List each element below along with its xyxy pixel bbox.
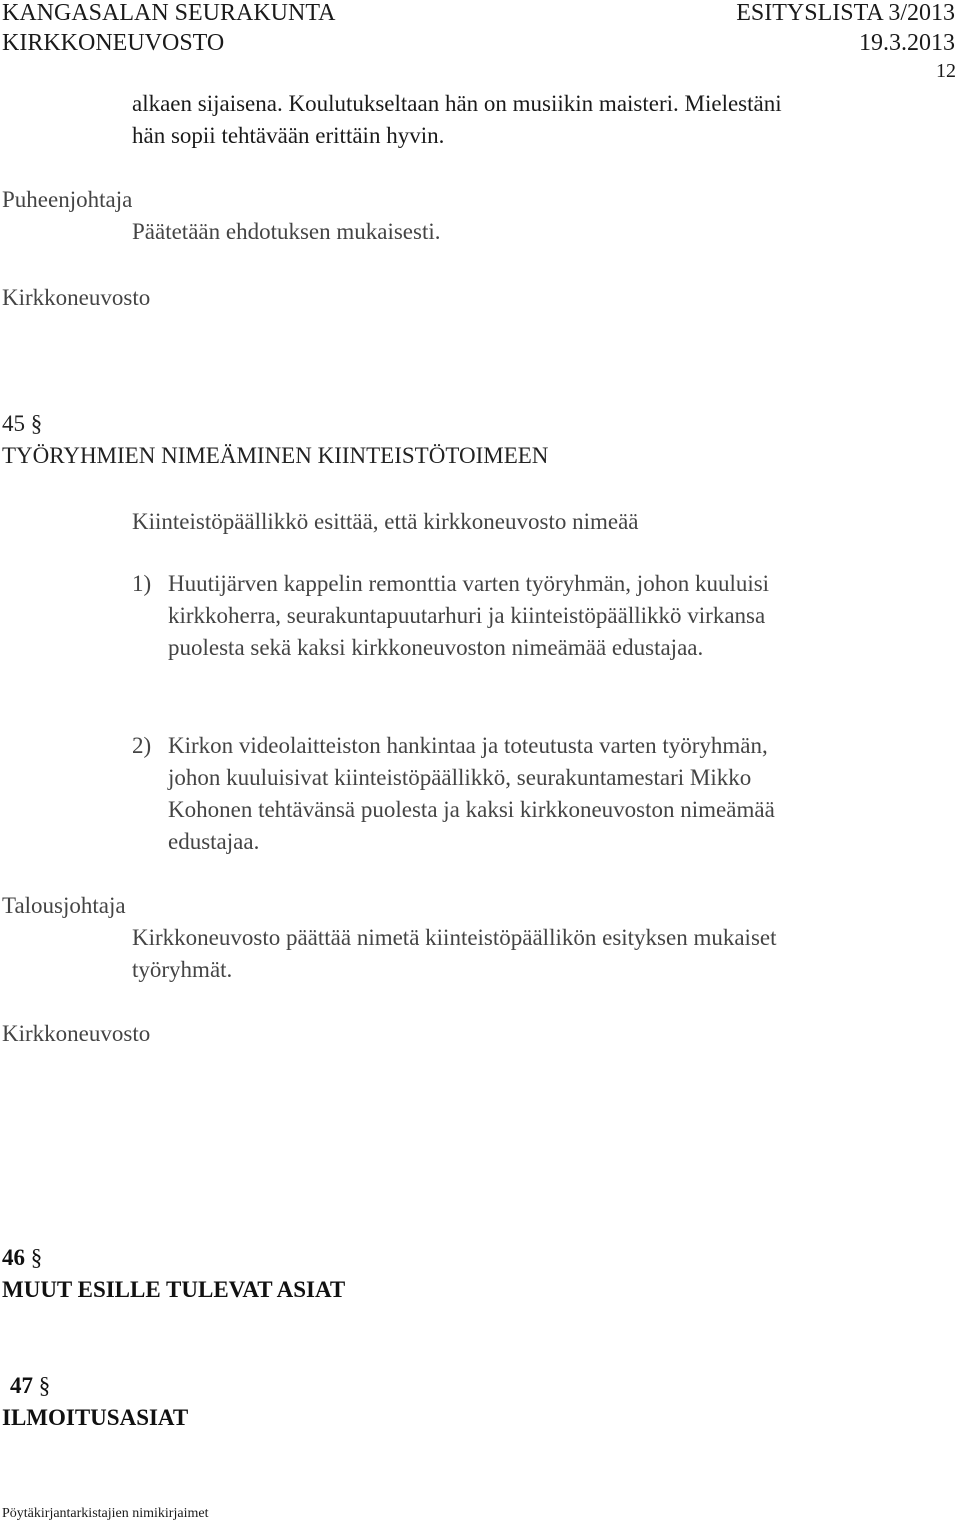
chair-label: Puheenjohtaja xyxy=(2,187,133,212)
item45-heading-number xyxy=(2,408,42,440)
header-doc: ESITYSLISTA 3/2013 xyxy=(736,0,955,26)
header-org: KANGASALAN SEURAKUNTA xyxy=(2,0,336,26)
item47-title: ILMOITUSASIAT xyxy=(2,1405,189,1430)
finance-line-2: työryhmät. xyxy=(132,957,233,982)
list-item-line: kirkkoherra, seurakuntapuutarhuri ja kiinteistöpäällikkö virkansa xyxy=(168,603,766,628)
section-symbol-icon: § xyxy=(30,411,43,436)
item45-title: TYÖRYHMIEN NIMEÄMINEN KIINTEISTÖTOIMEEN xyxy=(2,443,549,468)
board-label-1: Kirkkoneuvosto xyxy=(2,285,151,310)
list-item-line: puolesta sekä kaksi kirkkoneuvoston nimeämää edustajaa. xyxy=(168,635,704,660)
item46-number: 46 xyxy=(2,1245,25,1270)
list-item-line: Kohonen tehtävänsä puolesta ja kaksi kirkkoneuvoston nimeämää xyxy=(168,797,775,822)
section-symbol-icon: § xyxy=(30,1245,43,1270)
item45-intro: Kiinteistöpäällikkö esittää, että kirkkoneuvosto nimeää xyxy=(132,509,639,534)
footer-text: Pöytäkirjantarkistajien nimikirjaimet xyxy=(2,1506,209,1521)
list-item-line: Kirkon videolaitteiston hankintaa ja toteutusta varten työryhmän, xyxy=(168,733,768,758)
list-item-line: Huutijärven kappelin remonttia varten työryhmän, johon kuuluisi xyxy=(168,571,770,596)
chair-text: Päätetään ehdotuksen mukaisesti. xyxy=(132,219,441,244)
header-date: 19.3.2013 xyxy=(859,30,955,56)
item45-number: 45 xyxy=(2,411,25,436)
list-item xyxy=(132,730,932,860)
item46-heading-number xyxy=(2,1242,42,1274)
section-symbol-icon: § xyxy=(38,1373,51,1398)
header-body-name: KIRKKONEUVOSTO xyxy=(2,30,225,56)
list-item-line: edustajaa. xyxy=(168,829,260,854)
continuation-line-1: alkaen sijaisena. Koulutukseltaan hän on musiikin maisteri. Mielestäni xyxy=(132,91,782,116)
finance-label: Talousjohtaja xyxy=(2,893,126,918)
item46-title: MUUT ESILLE TULEVAT ASIAT xyxy=(2,1277,346,1302)
item47-heading-number xyxy=(10,1370,50,1402)
continuation-line-2: hän sopii tehtävään erittäin hyvin. xyxy=(132,123,445,148)
list-item-number: 2) xyxy=(132,733,152,758)
page-number: 12 xyxy=(936,60,956,82)
list-item-number: 1) xyxy=(132,571,152,596)
board-label-2: Kirkkoneuvosto xyxy=(2,1021,151,1046)
list-item-line: johon kuuluisivat kiinteistöpäällikkö, seurakuntamestari Mikko xyxy=(168,765,752,790)
finance-line-1: Kirkkoneuvosto päättää nimetä kiinteistöpäällikön esityksen mukaiset xyxy=(132,925,777,950)
item47-number: 47 xyxy=(10,1373,33,1398)
list-item xyxy=(132,568,932,668)
